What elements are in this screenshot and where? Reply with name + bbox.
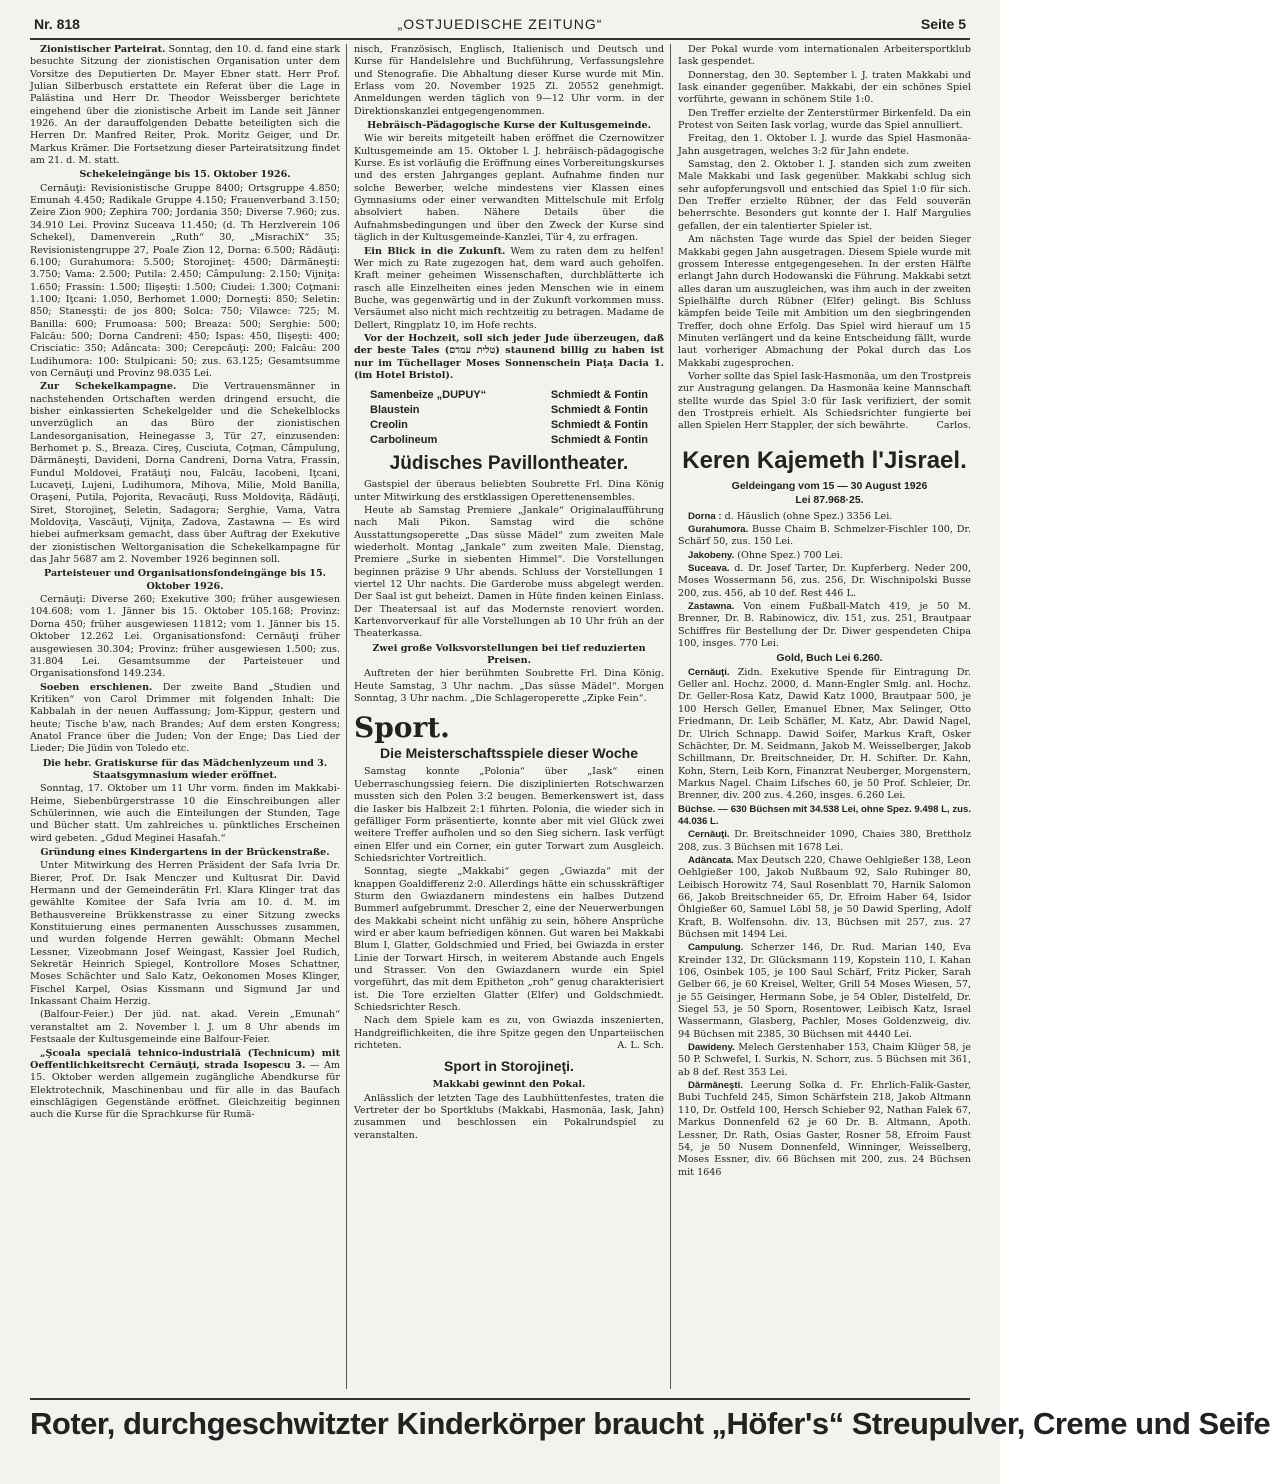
ad-row: Creolin Schmiedt & Fontin [370,419,648,432]
heading-shekel-receipts: Schekeleingänge bis 15. Oktober 1926. [79,169,291,181]
signature: A. L. Sch. [617,1040,664,1052]
article-technicum-cont: nisch, Französisch, Englisch, Italienisch und Deutsch und Kurse für Handelslehre und Buchführung, Verfassungslehre und Stenografie. Die Abhaltung dieser Kurse wurde mit Min. Erlass vom 20. November 1925 Zl. 20552 genehmigt. Anmeldungen werden täglich von 9—12 Uhr vorm. in der Direktionskanzlei entgegengenommen. [354,44,664,117]
article-balfour-feier: (Balfour-Feier.) Der jüd. nat. akad. Verein „Emunah“ veranstaltet am 2. November l. J. um 8 Uhr abends im Festsaale der Kultusgemeinde eine Balfour-Feier. [30,1009,340,1046]
issue-number: Nr. 818 [34,16,80,32]
entry-dawideny: Dawideny. Melech Gerstenhaber 153, Chaim Klüger 58, je 50 P. Schwefel, I. Surkis, N. Schorr, zus. 5 Büchsen mit 361, ab 8 def. Rest 353 Lei. [678,1042,971,1078]
article-shekel-campaign: Zur Schekelkampagne. Die Vertrauensmänner in nachstehenden Ortschaften werden dringend ersucht, die bisher einkassierten Schekelgelder und die Schekelblocks unverzüglich an das Büro der zionistischen Landesorganisation, Heinegasse 3, Tür 27, einzusenden: Berhomet p. S., Breaza. Cireş, Cusciuta, Coţman, Câmpulung, Dărmăneşti, Davideni, Dorna Candreni, Dorna Vatra, Frassin, Fundul Moldovei, Fratăuţi nou, Falcău, Iacobeni, Iţcani, Lucaveţi, Lujeni, Ludihumora, Mihova, Milie, Mold Banilla, Oraşeni, Putila, Pojorita, Revacăuţi, Russ Moldoviţa, Rădăuţi, Siret, Storojineţ, Seletin, Sadagora; Serghie, Vama, Vatra Moldoviţa, Vascăuţi, Vijniţa, Zadova, Zastawna — Es wird hiebei aufmerksam gemacht, dass über Auftrag der Exekutive der zionistischen Weltorganisation die Schekelkampagne für das Jahr 5687 am 2. November 1926 beginnen soll. [30,381,341,566]
heading-party-tax: Parteisteuer und Organisationsfondeingänge bis 15. Oktober 1926. [43,568,326,592]
entry-cernauti-gold: Cernăuţi. Zidn. Exekutive Spende für Eintragung Dr. Geller anl. Hochz. 2000, d. Mann-Engler Smlg. anl. Hochz. Dr. Geller-Rosa Katz, Dawid Katz 1000, Brautpaar 500, je 100 Hersch Geller, Emanuel Ebner, Max Selinger, Otto Friedmann, Dr. Leib Schäfler, M. Katz, Abr. Dawid Nagel, Dr. Ulrich Schnapp. Dawid Soifer, Markus Kraft, Osker Schächter, Dr. M. Seidmann, Jakob M. Weisselberger, Jakob Schillmann, Dr. Breitschneider, Dr. H. Schifter. Dr. Kahn, Kohn, Stern, Leib Korn, Finanzrat Neuberger, Morgenstern, Markus Nagel. Chaim Lifsches 60, je 50 Prof. Schleier, Dr. Brenner, div. 200 zus. 4.260, insges. 6.260 Lei. [678,666,971,802]
column-rule-2 [670,44,671,1389]
sport-makkabi-gwiazda: Sonntag, siegte „Makkabi“ gegen „Gwiazda“ mit der knappen Goaldifferenz 2:0. Allerdings hätte ein schusskräftiger Sturm den Gwiazdanern mindestens ein halbes Dutzend Bummerl aufgebrummt. Drescher 2, eine der Neuerwerbungen des Makkabi scheint nicht unfähig zu sein, höhere Ansprüche wird er aber kaum befriedigen können. Gut waren bei Makkabi Blum I, Glatter, Goldschmied und Fried, bei Gwiazda in erster Linie der Torwart Hirsch, in weiterem Abstande auch Engels und Strasser. Von den Gwiazdanern wurde ein Spiel vorgeführt, das mit dem Epitheton „roh“ genug charakterisiert ist. Die Tore erzielten Glatter (Elfer) und Goldschmiedt. Schiedsrichter Resch. [354,866,664,1013]
column-rule-1 [346,44,347,1389]
article-hebrew-courses: Sonntag, 17. Oktober um 11 Uhr vorm. finden im Makkabi-Heime, Siebenbürgerstrasse 10 die Einschreibungen aller Schülerinnen, wie auch die Einteilungen der Stunden, Tage und Bücher statt. Um zahlreiches u. pünktliches Erscheinen wird gebeten. „Gdud Meginei Hasafah.“ [30,783,340,844]
article-pedagogic-courses: Wie wir bereits mitgeteilt haben eröffnet die Czernowitzer Kultusgemeinde am 15. Oktober l. J. hebräisch-pädagogische Kurse. Es ist vorläufig die Eröffnung eines Vorbereitungskurses und des ersten Jahrganges geplant. Aufnahme finden nur solche Bewerber, welche mindestens vier Klassen eines Gymnasiums oder einer verwandten Mittelschule mit Erfolg absolviert haben. Nähere Details über die Aufnahmsbedingungen und über den Zweck der Kurse sind täglich in der Kultusgemeinde-Kanzlei, Tür 4, zu erfragen. [354,133,664,244]
article-zionist-party-council: Zionistischer Parteirat. Sonntag, den 10. d. fand eine stark besuchte Sitzung der zionistischen Organisation unter dem Vorsitze des Deputierten Dr. Mayer Ebner statt. Herr Prof. Julian Silberbusch erstattete ein Referat über die Lage in Palästina und Herr Dr. Theodor Weissberger berichtete eingehend über die zionistische Arbeit im Lande seit Jänner 1926. An der darauffolgenden Debatte beteiligten sich die Herren Dr. Manfred Reiter, Prok. Moritz Geiger, und Dr. Markus Krämer. Die Fortsetzung dieser Parteiratsitzung findet am 21. d. M. statt. [30,44,341,167]
heading-kindergarten: Gründung eines Kindergartens in der Brückenstraße. [40,847,330,858]
sport-incident: Nach dem Spiele kam es zu, von Gwiazda inszenierten, Handgreiflichkeiten, die ihre Spitze gegen den Unparteiischen richteten. A. L. Sch. [354,1015,664,1052]
article-party-tax: Cernăuţi: Diverse 260; Exekutive 300; früher ausgewiesen 104.608; vom 1. Jänner bis 15. Oktober 105.168; Provinz: Dorna 450; früher ausgewiesen 11812; vom 1. Jänner bis 15. Oktober 12.262 Lei. Organisationsfond: Cernăuţi früher ausgewiesen 30.304; Provinz: früher ausgewiesen 1.500; zus. 31.804 Lei. Gesamtsumme der Parteisteuer und Organisationsfond 149.234. [30,594,340,680]
ad-fortune-teller: Ein Blick in die Zukunft. Wem zu raten dem zu helfen! Wer mich zu Rate zugezogen hat, dem ward auch geholfen. Kraft meiner geheimen Wissenschaften, durchblätterte ich rasch alle Einzelheiten eines jeden Menschen wie in einem Buche, was gegenwärtig und in der Zukunft vorkommen muss. Versäumet also nicht mich rechtzeitig zu betragen. Madame de Dellert, Ringplatz 10, im Hofe rechts. [354,245,664,331]
ad-schmiedt-fontin [354,388,664,448]
pokal-p4: Freitag, den 1. Oktober l. J. wurde das Spiel Hasmonäa-Jahn ausgetragen, welches 3:2 für Jahn endete. [678,133,971,157]
heading-keren-kajemeth: Keren Kajemeth l'Jisrael. [682,446,967,474]
article-technicum: „Şcoala specială tehnico-industrială (Technicum) mit Oeffentlichkeitsrecht Cernăuţi, strada Isopescu 3. — Am 15. Oktober werden allgemein zugängliche Abendkurse für Elektrotechnik, Maschinenbau und für alle in das Baufach einschlägigen Gegenstände eröffnet. Gleichzeitig beginnen auch die Kurse für die Sprachkurse für Rumä- [30,1047,341,1121]
entry-cernauti-buechse: Cernăuţi. Dr. Breitschneider 1090, Chaies 380, Brettholz 208, zus. 3 Büchsen mit 1678 Lei. [678,829,971,853]
newspaper-title: „OSTJUEDISCHE ZEITUNG“ [397,16,603,32]
column-2 [354,44,664,1389]
theatre-program: Heute ab Samstag Premiere „Jankale“ Originalaufführung nach Mali Pikon. Samstag wird die schöne Ausstattungsoperette „Das süsse Mädel“ zum zweiten Male wiederholt. Montag „Jankale“ zum zweiten Male. Dienstag, Premiere „Surke in siebenten Himmel“. Die Vorstellungen beginnen präzise 9 Uhr abends. Schluss der Vorstellungen 1 viertel 12 Uhr nachts. Die Garderobe muss abgelegt werden. Der Saal ist gut beheizt. Damen in Hüte finden keinen Einlass. Der Theatersaal ist auf das Modernste renoviert worden. Kartenvorverkauf für alle Vorstellungen ab 10 Uhr früh an der Theaterkassa. [354,504,664,640]
entry-jakobeny: Jakobeny. (Ohne Spez.) 700 Lei. [688,549,843,561]
theatre-matinee: Auftreten der hier berühmten Soubrette Frl. Dina König. Heute Samstag, 3 Uhr nachm. „Das süsse Mädel“. Morgen Sonntag, 3 Uhr nachm. „Die Schlageroperette „Zipke Fein“. [354,668,664,705]
gold-total: Gold, Buch Lei 6.260. [776,652,883,665]
heading-championship: Die Meisterschaftsspiele dieser Woche [379,745,639,762]
entry-adancata: Adâncata. Max Deutsch 220, Chawe Oehlgießer 138, Leon Oehlgießer 100, Jakob Nußbaum 92, Salo Rubinger 80, Leibisch Horowitz 74, Saul Rosenblatt 70, Harnik Salomon 66, Jakob Breitschneider 65, Dr. Efroim Haber 64, Isidor Öhlgießer 60, Samuel Löbl 58, je 50 Dawid Sperling, Adolf Kraft, B. Wolfensohn. div. 13, Büchsen mit 257, zus. 27 Büchsen mit 1494 Lei. [678,854,971,940]
page-number: Seite 5 [920,16,966,32]
ad-row: Carbolineum Schmiedt & Fontin [370,434,648,447]
signature: Carlos. [936,420,971,432]
theatre-folk-performances: Zwei große Volksvorstellungen bei tief reduzierten Preisen. [372,642,646,667]
pokal-p7: Vorher sollte das Spiel Iask-Hasmonäa, um den Trostpreis zur Austragung gelangen. Da Hasmonäa keine Mannschaft stellte wurde das Spiel 3:0 für Iask verifiziert, der somit den Trostpreis erhielt. Als Schiedsrichter fungierte bei allen Spielen Herr Stappler, der sich bewährte. Carlos. [678,370,971,432]
subheading-makkabi-pokal: Makkabi gewinnt den Pokal. [432,1079,586,1091]
keren-total: Lei 87.968·25. [795,493,864,506]
pokal-p3: Den Treffer erzielte der Zenterstürmer Birkenfeld. Da ein Protest von Seiten Iask vorlag, wurde das Spiel annulliert. [678,107,971,132]
heading-pavillon-theatre: Jüdisches Pavillontheater. [389,453,629,475]
pokal-p5: Samstag, den 2. Oktober l. J. standen sich zum zweiten Male Makkabi und Iask gegenüber. Makkabi schlug sich sehr aufopferungsvoll und entschied das Spiel 1:0 für sich. Den Treffer erzielte Rübner, der das Feld souverän beherrschte. Besonders gut konnte der I. Half Margulies gefallen, der ein talentierter Spieler ist. [678,159,971,232]
entry-darmanesti: Dărmăneşti. Leerung Solka d. Fr. Ehrlich-Falik-Gaster, Bubi Tuchfeld 245, Simon Schärfstein 218, Jakob Altmann 110, Dr. Ostfeld 100, Hersch Schieber 92, Nathan Falek 67, Markus Donnenfeld 62 je 60 Dr. B. Altmann, Apoth. Lessner, Dr. Rath, Osias Gaster, Rosner 58, Efroim Faust 54, je 50 Nusem Donnenfeld, Winninger, Weisselberg, Moses Essner, div. 66 Büchsen mit 200, zus. 24 Büchsen mit 1646 [678,1080,971,1178]
heading-storojinet: Sport in Storojineţi. [444,1058,574,1075]
sport-polonia-iask: Samstag konnte „Polonia“ über „Iask“ einen Ueberraschungssieg feiern. Die disziplinierten Rotschwarzen mussten sich den Polen 3:2 beugen. Bemerkenswert ist, dass die Iasker bis Halbzeit 2:1 führten. Polonia, die wieder sich in gefälliger Form präsentierte, konnte aber mit viel Glück zwei weitere Treffer aufholen und so den Sieg sichern. Iask verfügt einen Elfer und ein Corner, ein guter Torwart zum Ausgleich. Schiedsrichter Vortreitlich. [354,766,664,864]
entry-zastawna: Zastawna. Von einem Fußball-Match 419, je 50 M. Brenner, Dr. B. Rabinowicz, div. 151, zus. 251, Brautpaar Schiffres für Bestellung der Dr. Diwer gespendeten Chipa 100, insges. 770 Lei. [678,601,971,650]
entry-campulung: Campulung. Scherzer 146, Dr. Rud. Marian 140, Eva Kreinder 132, Dr. Glücksmann 119, Kopstein 110, I. Kahan 106, Osinbek 105, je 100 Saul Schärf, Fritz Picker, Sarah Gelber 66, je 60 Kreisel, Welter, Grill 54 Moses Wiesen, 57, je 55 Geisinger, Hermann Sobe, je 54 Obler, Distelfeld, Dr. Siegel 53, je 50 Sporn, Rosentower, Leibisch Katz, Israel Wassermann, Glasberg, Pachler, Moses Goldenzweig, div. 94 Büchsen mit 2385, 30 Büchsen mit 4440 Lei. [678,942,971,1040]
ad-row: Samenbeize „DUPUY“ Schmiedt & Fontin [370,389,648,402]
footer-advertisement: Roter, durchgeschwitzter Kinderkörper braucht „Höfer's“ Streupulver, Creme und Seife [30,1398,970,1448]
article-just-published: Soeben erschienen. Der zweite Band „Studien und Kritiken“ von Carol Drimmer mit folgenden Inhalt: Die Kabbalah in der neuen Auffassung; Jom-Kippur, gestern und heute; Tische b'aw, nach Brandes; Auf dem ersten Kongress; Anatol France über die Juden; Von der Enge; Das Lied der Lieder; Die Jüdin von Toledo etc. [30,681,341,755]
page-header [30,12,970,40]
pokal-p1: Der Pokal wurde vom internationalen Arbeitersportklub Iask gespendet. [678,44,971,68]
entry-dorna: Dorna : d. Häuslich (ohne Spez.) 3356 Lei. [688,510,893,522]
entry-suceava: Suceava. d. Dr. Josef Tarter, Dr. Kupferberg. Neder 200, Moses Wossermann 56, zus. 256, Dr. Wischnipolski Busse 200, zus. 456, ab 10 def. Rest 446 L. [678,563,971,599]
article-kindergarten: Unter Mitwirkung des Herren Präsident der Safa Ivria Dr. Bierer, Prof. Dr. Isak Menczer und Kultusrat Dir. David Hermann und der Gemeinderätin Frl. Klara Klinger trat das gewählte Komitee der Safa Ivria am 10. d. M. im Bethausvereine Brükkenstrasse zu einer Sitzung zwecks Konstituierung eines permanenten Ausschusses zusammen, und wurden folgende Herren gewählt: Obmann Mechel Lessner, Vizeobmann Josef Weingast, Kassier Joel Rudich, Sekretär Heinrich Spiegel, Kontrollore Moses Schattner, Moses Schächter und Salo Katz, Oekonomen Moses Klinger, Fischel Karpel, Osias Kissmann und Sigmund Jar und Inkassant Chaim Herzig. [30,860,340,1008]
column-1 [30,44,340,1389]
entry-gurahumora: Gurahumora. Busse Chaim B. Schmelzer-Fischler 100, Dr. Schärf 50, zus. 150 Lei. [678,524,971,548]
heading-sport: Sport. [354,711,450,745]
ad-tales: Vor der Hochzeit, soll sich jeder Jude überzeugen, daß der beste Tales (טלית עמרם) staunend billig zu haben ist nur im Tüchellager Moses Sonnenschein Piaţa Dacia 1. (im Hotel Bristol). [354,332,664,381]
heading-pedagogic-courses: Hebräisch-Pädagogische Kurse der Kultusgemeinde. [367,120,651,132]
heading-hebrew-courses: Die hebr. Gratiskurse für das Mädchenlyzeum und 3. Staatsgymnasium wieder eröffnet. [42,757,328,781]
sport-storojinet: Anlässlich der letzten Tage des Laubhüttenfestes, traten die Vertreter der bo Sportklubs (Makkabi, Hasmonäa, Iask, Jahn) zusammen und beschlossen ein Pokalrundspiel zu veranstalten. [354,1092,664,1141]
theatre-guest: Gastspiel der überaus beliebten Soubrette Frl. Dina König unter Mitwirkung des erstklassigen Operettenensembles. [354,479,664,503]
column-3 [678,44,971,1389]
pokal-p6: Am nächsten Tage wurde das Spiel der beiden Sieger Makkabi gegen Jahn ausgetragen. Diesem Spiele wurde mit grossem Interesse entgegengesehen. In der ersten Hälfte erlangt Jahn durch Hodowanski die Führung. Makkabi setzt alles daran um auszugleichen, was ihm auch in der zweiten Spielhälfte durch Rübner (Elfer) gelingt. Bis Schluss kämpfen beide Teile mit Ambition um den siegbringenden Treffer, doch ohne Erfolg. Das Spiel wird hierauf um 15 Minuten verlängert und da keine Entscheidung fällt, wurde laut vorheriger Abmachung der Pokal durch das Los Makkabi zugesprochen. [678,234,971,369]
buechse-total: Büchse. — 630 Büchsen mit 34.538 Lei, ohne Spez. 9.498 L, zus. 44.036 L. [678,803,971,827]
ad-row: Blaustein Schmiedt & Fontin [370,404,648,417]
article-shekel-receipts: Cernăuţi: Revisionistische Gruppe 8400; Ortsgruppe 4.850; Emunah 4.450; Radikale Gruppe 4.150; Frauenverband 3.150; Zeire Zion 900; Zephira 700; Jordania 350; Diverse 7.960; zus. 34.910 Lei. Provinz Suceava 11.450; (d. Th Herzlverein 106 Schekel), Damenverein „Ruth“ 30, „MisrachiX“ 35; Revisionistengruppe 27, Poale Zion 12, Dorna: 6.500; Rădăuţi: 6.100; Gurahumora: 5.500; Storojineţ: 4500; Dărmăneşti: 3.750; Vama: 2.500; Putila: 2.450; Câmpulung: 2.150; Vijniţa: 1.650; Frassin: 1.500; Ilişeşti: 1.500; Ciudei: 1.300; Coţmani: 1.100; Iţcani: 1.050, Berhomet 1.000; Dorneşti: 850; Seletin: 850; Stanesşti: de jos 800; Solca: 750; Vilawce: 725; M. Banilla: 600; Frumoasa: 500; Breaza: 500; Serghie: 500; Falcău: 500; Dorna Candreni: 450; Ispas: 450, Ilişeşti: 400; Crisciatic: 350; Adâncata: 300; Cerepcăuţi: 200; Falcău: 200 Ludihumora: 100: Stulpicani: 50; zus. 63.125; Gesamtsumme von Cernăuţi und Provinz 98.035 Lei. [30,182,340,379]
keren-period: Geldeingang vom 15 — 30 August 1926 [731,479,928,492]
pokal-p2: Donnerstag, den 30. September l. J. traten Makkabi und Iask einander gegenüber. Makkabi, der ein schönes Spiel vorführte, gewann in schönem Stile 1:0. [678,69,971,106]
